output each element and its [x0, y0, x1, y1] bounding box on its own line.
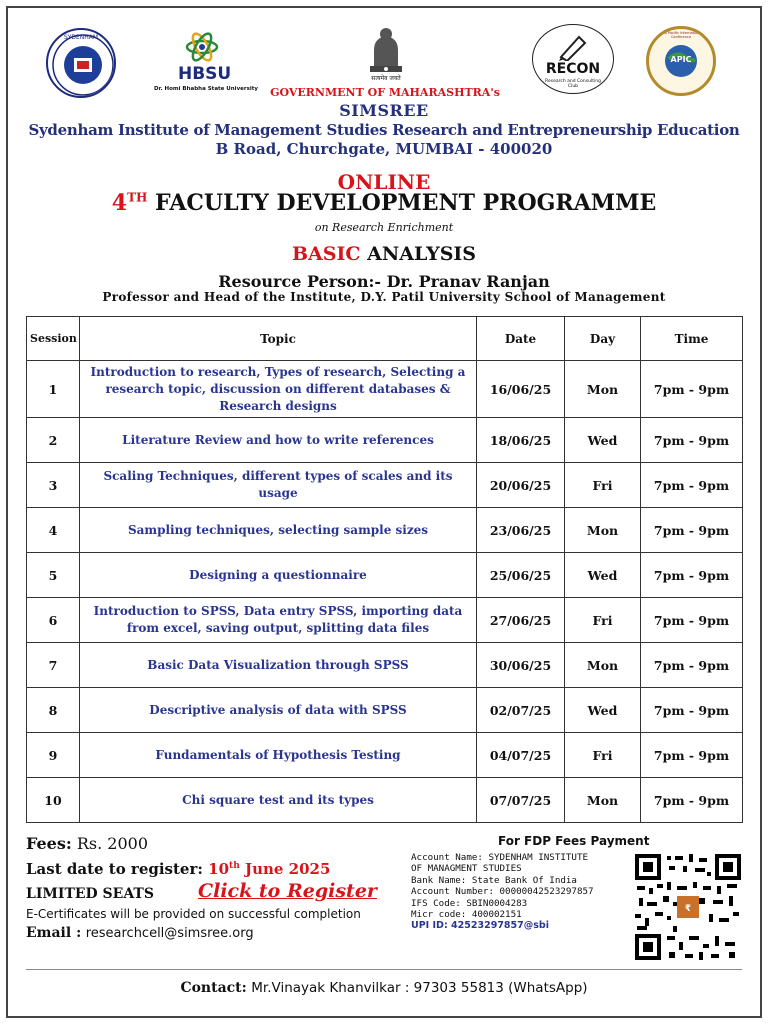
- time-cell: 7pm - 9pm: [641, 361, 743, 418]
- time-cell: 7pm - 9pm: [641, 418, 743, 463]
- topic-cell: Introduction to SPSS, Data entry SPSS, importing data from excel, saving output, splitting data files: [80, 598, 477, 643]
- account-name-line-1: Account Name: SYDENHAM INSTITUTE: [411, 852, 589, 863]
- table-row: [27, 361, 743, 418]
- time-cell: 7pm - 9pm: [641, 508, 743, 553]
- contact-label: Contact:: [180, 980, 247, 996]
- day-cell: Mon: [565, 508, 641, 553]
- table-row: [27, 598, 743, 643]
- topic-cell: Literature Review and how to write references: [80, 418, 477, 463]
- table-row: [27, 508, 743, 553]
- session-cell: 6: [27, 598, 80, 643]
- topic-cell: Sampling techniques, selecting sample sizes: [80, 508, 477, 553]
- programme-subtitle: on Research Enrichment: [314, 221, 454, 234]
- register-link[interactable]: Click to Register: [198, 880, 377, 902]
- programme-mode: ONLINE: [337, 170, 431, 194]
- apic-logo-text: APIC: [670, 55, 692, 64]
- session-cell: 5: [27, 553, 80, 598]
- date-cell: 07/07/25: [477, 778, 565, 823]
- table-header-row: [27, 317, 743, 361]
- date-cell: 25/06/25: [477, 553, 565, 598]
- date-cell: 16/06/25: [477, 361, 565, 418]
- last-date-rest: June 2025: [244, 860, 331, 878]
- footer-contact: [0, 980, 768, 996]
- session-cell: 3: [27, 463, 80, 508]
- payment-qr-code[interactable]: [633, 852, 743, 962]
- micr-code: Micr code: 400002151: [411, 909, 522, 921]
- resource-designation: Professor and Head of the Institute, D.Y. Patil University School of Management: [102, 290, 666, 304]
- date-cell: 30/06/25: [477, 643, 565, 688]
- hbsu-university-name: Dr. Homi Bhabha State University: [154, 86, 258, 92]
- date-cell: 20/06/25: [477, 463, 565, 508]
- ashoka-emblem: [364, 26, 408, 84]
- certificates-note: E-Certificates will be provided on successful completion: [26, 907, 361, 921]
- header-date: Date: [477, 317, 565, 361]
- topic-cell: Introduction to research, Types of research, Selecting a research topic, discussion on different databases & Research designs: [80, 361, 477, 418]
- topic-cell: Scaling Techniques, different types of scales and its usage: [80, 463, 477, 508]
- account-number: Account Number: 00000042523297857: [411, 886, 594, 898]
- date-cell: 18/06/25: [477, 418, 565, 463]
- lion-capital-icon: [364, 26, 408, 74]
- header-time: Time: [641, 317, 743, 361]
- contact-value: Mr.Vinayak Khanvilkar : 97303 55813 (WhatsApp): [251, 980, 588, 996]
- apic-ring-text: Asia Pacific International Conference: [659, 31, 703, 39]
- upi-id: UPI ID: 42523297857@sbi: [411, 920, 549, 932]
- session-cell: 2: [27, 418, 80, 463]
- header-day: Day: [565, 317, 641, 361]
- analysis-heading-rest: ANALYSIS: [367, 243, 477, 265]
- footer-divider: [26, 969, 742, 970]
- day-cell: Mon: [565, 778, 641, 823]
- email-label: Email :: [26, 925, 82, 941]
- last-date-suffix: th: [229, 861, 240, 871]
- org-short-name: SIMSREE: [339, 101, 429, 120]
- fees-label: Fees:: [26, 834, 72, 853]
- header-topic: Topic: [80, 317, 477, 361]
- schedule-table: [26, 316, 743, 823]
- table-row: [27, 463, 743, 508]
- time-cell: 7pm - 9pm: [641, 778, 743, 823]
- limited-seats: LIMITED SEATS: [26, 886, 154, 902]
- account-name-line-2: OF MANAGMENT STUDIES: [411, 863, 522, 875]
- day-cell: Wed: [565, 553, 641, 598]
- topic-cell: Chi square test and its types: [80, 778, 477, 823]
- day-cell: Wed: [565, 688, 641, 733]
- government-line: GOVERNMENT OF MAHARASHTRA's: [270, 86, 500, 99]
- resource-person: Resource Person:- Dr. Pranav Ranjan: [218, 272, 550, 291]
- header-session: Session: [27, 317, 80, 361]
- date-cell: 04/07/25: [477, 733, 565, 778]
- time-cell: 7pm - 9pm: [641, 688, 743, 733]
- topic-cell: Fundamentals of Hypothesis Testing: [80, 733, 477, 778]
- payment-details: [411, 852, 629, 932]
- org-address: B Road, Churchgate, MUMBAI - 400020: [215, 140, 553, 158]
- last-date-label: Last date to register:: [26, 860, 203, 878]
- day-cell: Fri: [565, 733, 641, 778]
- fees-line: [26, 834, 148, 853]
- session-cell: 4: [27, 508, 80, 553]
- recon-logo-text: RECON: [545, 61, 601, 77]
- topic-cell: Designing a questionnaire: [80, 553, 477, 598]
- qr-code-icon: [633, 852, 743, 962]
- session-cell: 1: [27, 361, 80, 418]
- last-date-day: 10: [208, 860, 230, 878]
- recon-subtitle: Research and Consulting Club: [545, 79, 601, 89]
- emblem-motto: सत्यमेव जयते: [371, 75, 401, 82]
- session-cell: 9: [27, 733, 80, 778]
- last-date-line: [26, 860, 330, 878]
- email-link[interactable]: researchcell@simsree.org: [85, 926, 254, 941]
- pen-icon: [557, 33, 589, 61]
- time-cell: 7pm - 9pm: [641, 643, 743, 688]
- table-row: [27, 688, 743, 733]
- programme-title-line: [0, 190, 768, 216]
- hbsu-logo-text: HBSU: [178, 64, 232, 84]
- day-cell: Mon: [565, 361, 641, 418]
- time-cell: 7pm - 9pm: [641, 463, 743, 508]
- org-full-name: Sydenham Institute of Management Studies Research and Entrepreneurship Education: [28, 121, 740, 139]
- sydenham-seal-logo: [46, 28, 116, 98]
- topic-cell: Descriptive analysis of data with SPSS: [80, 688, 477, 733]
- table-row: [27, 418, 743, 463]
- recon-logo: [532, 24, 614, 94]
- email-line: [26, 925, 254, 941]
- bank-name: Bank Name: State Bank Of India: [411, 874, 577, 886]
- day-cell: Wed: [565, 418, 641, 463]
- time-cell: 7pm - 9pm: [641, 553, 743, 598]
- day-cell: Mon: [565, 643, 641, 688]
- session-cell: 8: [27, 688, 80, 733]
- table-row: [27, 643, 743, 688]
- programme-number: 4: [111, 190, 128, 216]
- table-row: [27, 778, 743, 823]
- analysis-heading-red: BASIC: [291, 243, 361, 265]
- hbsu-logo: [150, 30, 262, 96]
- hbsu-atom-icon: [184, 30, 220, 64]
- fees-value: Rs. 2000: [76, 834, 149, 853]
- day-cell: Fri: [565, 598, 641, 643]
- analysis-heading: [0, 243, 768, 265]
- time-cell: 7pm - 9pm: [641, 733, 743, 778]
- sydenham-seal-text: SYDENHAM: [63, 34, 99, 41]
- svg-text:₹: ₹: [684, 904, 692, 914]
- day-cell: Fri: [565, 463, 641, 508]
- payment-heading: For FDP Fees Payment: [498, 834, 650, 848]
- session-cell: 7: [27, 643, 80, 688]
- programme-title: FACULTY DEVELOPMENT PROGRAMME: [155, 190, 657, 216]
- table-row: [27, 553, 743, 598]
- date-cell: 23/06/25: [477, 508, 565, 553]
- table-row: [27, 733, 743, 778]
- session-cell: 10: [27, 778, 80, 823]
- apic-logo: [646, 26, 716, 96]
- ifs-code: IFS Code: SBIN0004283: [411, 897, 528, 909]
- programme-number-suffix: TH: [127, 190, 148, 205]
- topic-cell: Basic Data Visualization through SPSS: [80, 643, 477, 688]
- date-cell: 27/06/25: [477, 598, 565, 643]
- date-cell: 02/07/25: [477, 688, 565, 733]
- time-cell: 7pm - 9pm: [641, 598, 743, 643]
